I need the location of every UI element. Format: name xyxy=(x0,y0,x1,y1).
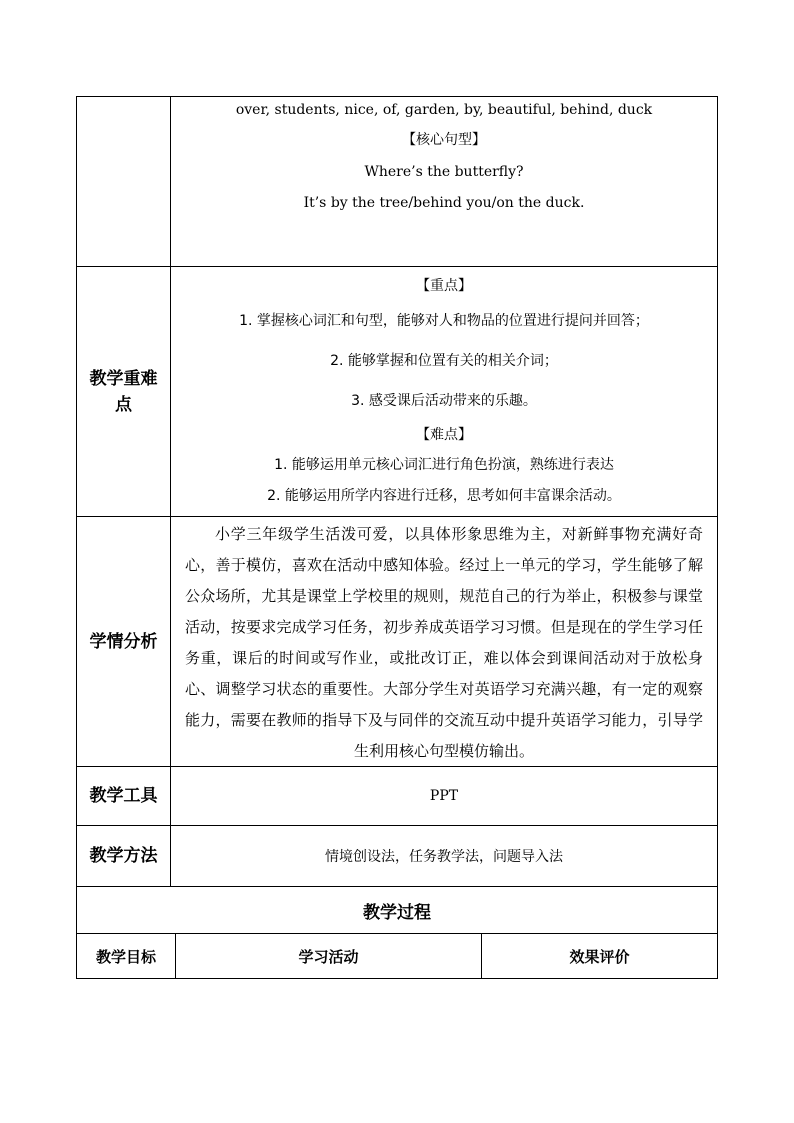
analysis-text: 小学三年级学生活泼可爱，以具体形象思维为主，对新鲜事物充满好奇心，善于模仿，喜欢在活动中感知体验。经过上一单元的学习，学生能够了解公众场所，尤其是课堂上学校里的规则，规范自己的行为举止，积极参与课堂活动，按要求完成学习任务，初步养成英语学习习惯。但是现在的学生学习任务重，课后的时间或写作业，或批改订正，难以体会到课间活动对于放松身心、调整学习状态的重要性。大部分学生对英语学习充满兴趣，有一定的观察能力，需要在教师的指导下及与同伴的交流互动中提升英语学习能力，引导学生利用核心句型模仿输出。 xyxy=(185,525,703,760)
tools-row xyxy=(76,767,718,826)
key-item-3: 3. 感受课后活动带来的乐趣。 xyxy=(351,393,537,409)
process-title: 教学过程 xyxy=(363,902,431,923)
analysis-content xyxy=(171,517,717,766)
methods-row xyxy=(76,826,718,887)
methods-label: 教学方法 xyxy=(77,826,171,886)
tools-label: 教学工具 xyxy=(77,767,171,825)
lesson-plan-table xyxy=(76,96,718,979)
vocab-label-cell xyxy=(77,97,171,266)
key-heading: 【重点】 xyxy=(416,278,472,294)
key-item-2: 2. 能够掌握和位置有关的相关介词； xyxy=(330,353,558,369)
methods-value: 情境创设法，任务教学法，问题导入法 xyxy=(325,849,563,865)
key-points-label: 教学重难点 xyxy=(77,267,171,516)
vocab-row xyxy=(76,96,718,267)
analysis-label: 学情分析 xyxy=(77,517,171,766)
methods-content xyxy=(171,826,717,886)
tools-value: PPT xyxy=(429,788,459,804)
tools-content xyxy=(171,767,717,825)
header-learning-activity: 学习活动 xyxy=(176,934,482,978)
core-sentence-answer: It’s by the tree/behind you/on the duck. xyxy=(303,195,585,211)
process-title-row xyxy=(76,887,718,934)
core-sentence-heading: 【核心句型】 xyxy=(402,132,486,148)
difficulty-item-2: 2. 能够运用所学内容进行迁移，思考如何丰富课余活动。 xyxy=(267,488,621,504)
core-sentence-question: Where’s the butterfly? xyxy=(364,164,524,180)
header-teaching-goal: 教学目标 xyxy=(77,934,176,978)
difficulty-heading: 【难点】 xyxy=(416,427,472,443)
key-points-content xyxy=(171,267,717,516)
vocab-words: over, students, nice, of, garden, by, beautiful, behind, duck xyxy=(235,102,653,118)
process-header-row xyxy=(76,934,718,979)
key-item-1: 1. 掌握核心词汇和句型，能够对人和物品的位置进行提问并回答； xyxy=(239,313,649,329)
key-points-row xyxy=(76,267,718,517)
vocab-content xyxy=(171,97,717,266)
header-evaluation: 效果评价 xyxy=(569,947,630,966)
difficulty-item-1: 1. 能够运用单元核心词汇进行角色扮演，熟练进行表达 xyxy=(274,457,614,473)
analysis-row xyxy=(76,517,718,767)
